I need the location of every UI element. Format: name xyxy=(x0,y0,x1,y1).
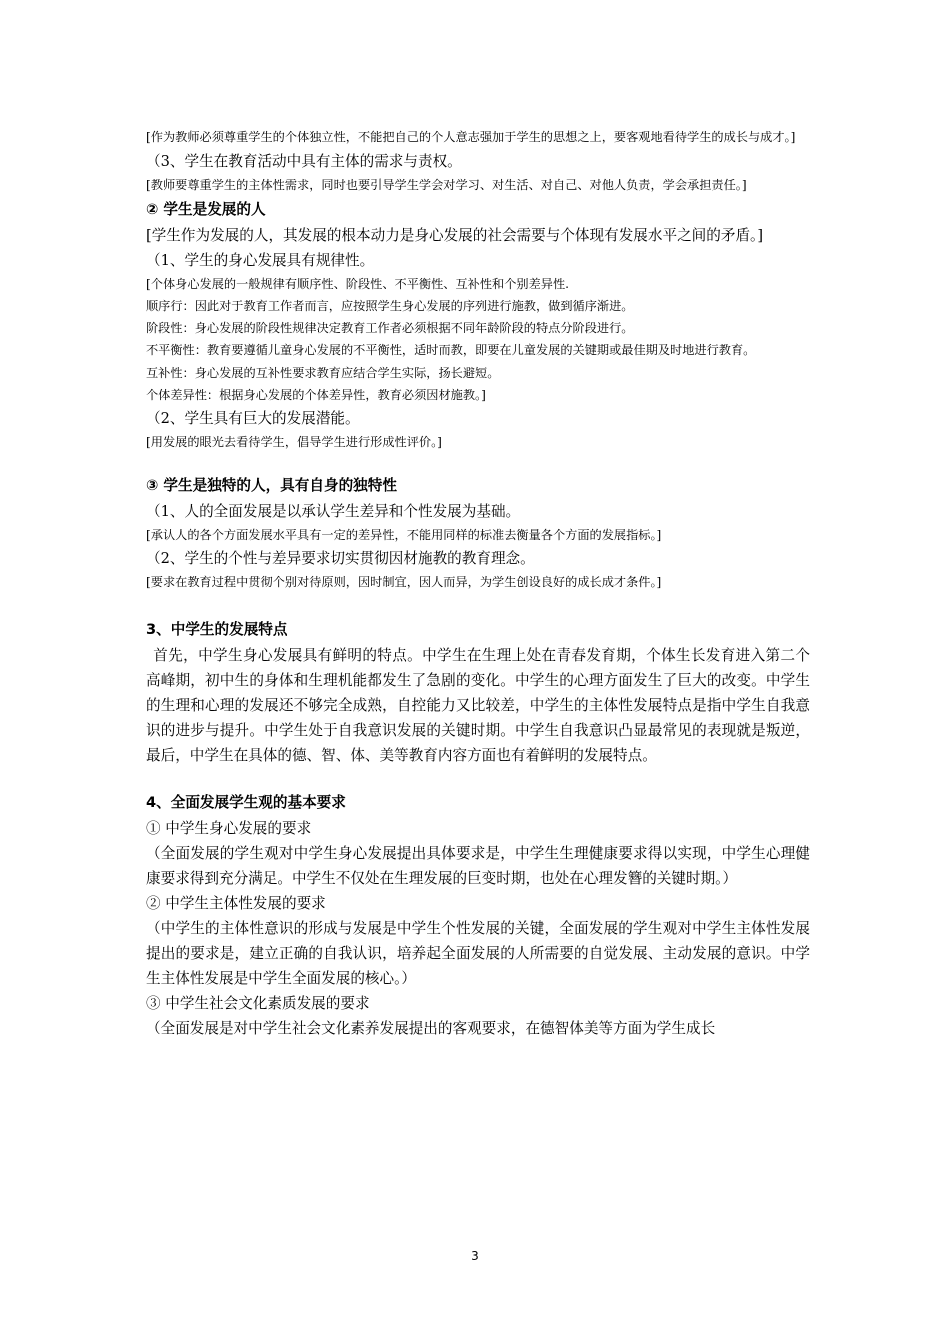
paragraph-note: 个体差异性：根据身心发展的个体差异性，教育必须因材施教。] xyxy=(146,388,486,402)
section-heading-development-features: 3、中学生的发展特点 xyxy=(146,621,288,638)
subpoint-1: （1、学生的身心发展具有规律性。 xyxy=(146,252,375,269)
requirement-item-3: ③ 中学生社会文化素质发展的要求 xyxy=(146,995,370,1012)
subpoint-2: （2、学生的个性与差异要求切实贯彻因材施教的教育理念。 xyxy=(146,550,535,567)
paragraph-note: 互补性：身心发展的互补性要求教育应结合学生实际，扬长避短。 xyxy=(146,366,500,380)
subpoint-3: （3、学生在教育活动中具有主体的需求与责权。 xyxy=(146,153,462,170)
paragraph-note: [教师要尊重学生的主体性需求，同时也要引导学生学会对学习、对生活、对自己、对他人负责，学会承担责任。] xyxy=(146,178,747,192)
requirement-item-2: ② 中学生主体性发展的要求 xyxy=(146,895,326,912)
paragraph-note: [作为教师必须尊重学生的个体独立性，不能把自己的个人意志强加于学生的思想之上，要客观地看待学生的成长与成才。] xyxy=(146,130,796,144)
paragraph-body: （全面发展是对中学生社会文化素养发展提出的客观要求，在德智体美等方面为学生成长 xyxy=(146,1020,716,1037)
document-page xyxy=(146,126,810,1041)
section-heading-3: ③ 学生是独特的人，具有自身的独特性 xyxy=(146,477,397,494)
paragraph-note: 不平衡性：教育要遵循儿童身心发展的不平衡性，适时而教，即要在儿童发展的关键期或最佳期及时地进行教育。 xyxy=(146,343,756,357)
paragraph-note: 顺序行：因此对于教育工作者而言，应按照学生身心发展的序列进行施教，做到循序渐进。 xyxy=(146,299,634,313)
section-heading-requirements: 4、全面发展学生观的基本要求 xyxy=(146,794,346,811)
paragraph-body: （全面发展的学生观对中学生身心发展提出具体要求是，中学生生理健康要求得以实现，中学生心理健康要求得到充分满足。中学生不仅处在生理发展的巨变时期，也处在心理发簪的关键时期。） xyxy=(146,845,810,887)
subpoint-2: （2、学生具有巨大的发展潜能。 xyxy=(146,410,360,427)
paragraph-body: 首先，中学生身心发展具有鲜明的特点。中学生在生理上处在青春发育期，个体生长发育进入第二个高峰期，初中生的身体和生理机能都发生了急剧的变化。中学生的心理方面发生了巨大的改变。中学生的生理和心理的发展还不够完全成熟，自控能力又比较差，中学生的主体性发展特点是指中学生自我意识的进步与提升。中学生处于自我意识发展的关键时期。中学生自我意识凸显最常见的表现就是叛逆，最后，中学生在具体的德、智、体、美等教育内容方面也有着鲜明的发展特点。 xyxy=(146,647,810,764)
paragraph-body: （中学生的主体性意识的形成与发展是中学生个性发展的关键，全面发展的学生观对中学生主体性发展提出的要求是，建立正确的自我认识，培养起全面发展的人所需要的自觉发展、主动发展的意识。中学生主体性发展是中学生全面发展的核心。） xyxy=(146,920,810,987)
section-heading-2: ② 学生是发展的人 xyxy=(146,201,266,218)
paragraph-note: [要求在教育过程中贯彻个别对待原则，因时制宜，因人而异，为学生创设良好的成长成才条件。] xyxy=(146,575,662,589)
paragraph-note: [承认人的各个方面发展水平具有一定的差异性，不能用同样的标准去衡量各个方面的发展指标。] xyxy=(146,528,662,542)
paragraph-note: [个体身心发展的一般规律有顺序性、阶段性、不平衡性、互补性和个别差异性. xyxy=(146,277,570,291)
paragraph-note: 阶段性：身心发展的阶段性规律决定教育工作者必须根据不同年龄阶段的特点分阶段进行。 xyxy=(146,321,634,335)
subpoint-1: （1、人的全面发展是以承认学生差异和个性发展为基础。 xyxy=(146,503,521,520)
requirement-item-1: ① 中学生身心发展的要求 xyxy=(146,820,312,837)
paragraph-note: [用发展的眼光去看待学生，倡导学生进行形成性评价。] xyxy=(146,435,442,449)
page-number: 3 xyxy=(471,1249,479,1263)
paragraph-body: [学生作为发展的人，其发展的根本动力是身心发展的社会需要与个体现有发展水平之间的矛盾。] xyxy=(146,227,764,244)
